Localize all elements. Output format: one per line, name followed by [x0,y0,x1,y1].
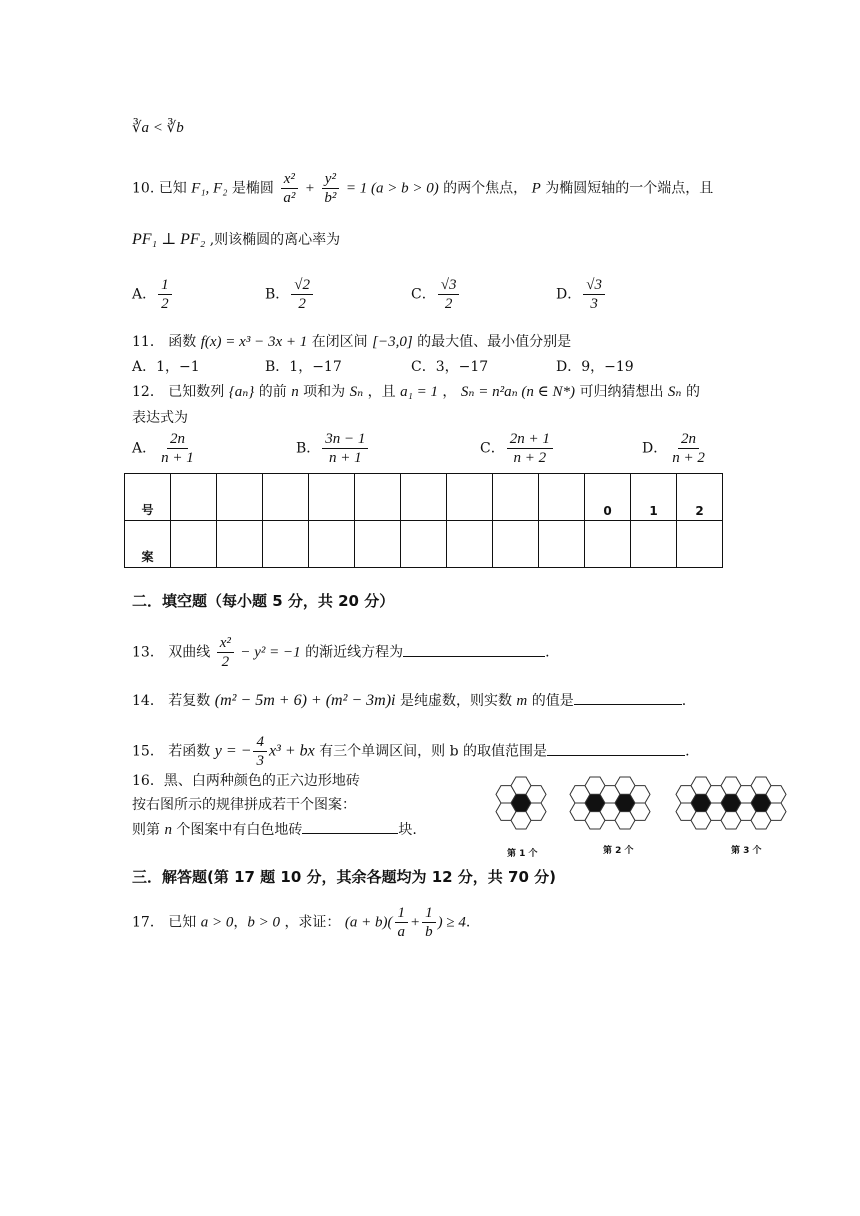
q12-text: 的前 [258,384,287,400]
white-hexagon-tile [630,803,650,820]
q17-condition: b > 0 [247,914,280,931]
q13-equation: − y² = −1 [240,644,301,661]
question-10-line2 [132,230,340,250]
q16-answer-blank[interactable] [302,819,398,834]
q14-m: m [516,693,528,709]
question-11 [132,332,571,352]
q11-function: f(x) = x³ − 3x + 1 [200,334,308,350]
table-cell [217,474,263,521]
q12-text: 可归纳猜想出 [579,384,664,400]
q12-option-b [296,430,370,467]
q14-text: 是纯虚数，则实数 [399,693,512,709]
fraction-numerator: 2n [167,430,188,449]
fraction [395,904,409,941]
q17-plus: + [410,914,421,931]
q16-n: n [164,822,172,838]
question-17 [132,904,470,941]
answer-cell[interactable] [631,521,677,568]
question-16-line3 [132,819,417,840]
answer-table-row-number [125,474,723,521]
q10-foci: F₁, F₂ [191,180,228,197]
q17-expression: (a + b)( [344,914,393,931]
fraction-denominator: n + 2 [672,450,705,466]
q15-number: 15． [132,743,164,760]
fraction-numerator: y² [322,170,339,189]
q10-number: 10. [132,180,155,197]
q10-option-d [556,276,607,313]
q12-text: 项和为 [303,384,346,400]
q10-option-c [411,276,461,313]
fraction-numerator: 1 [158,276,172,295]
q12-a1: a₁ = 1 [400,384,438,400]
q14-text: 的值是 [531,693,574,709]
fraction-denominator: n + 2 [513,450,547,466]
q12-option-c [480,430,555,467]
fraction-numerator: 2n + 1 [507,430,553,449]
answer-cell[interactable] [401,521,447,568]
q11-option-b: B．1，−17 [265,359,342,375]
q11-text: 在闭区间 [311,334,368,350]
q16-text: 则第 [132,822,160,838]
white-hexagon-tile [766,786,786,803]
answer-table-row-answer [125,521,723,568]
fraction-numerator: x² [281,170,298,189]
q12-number: 12． [132,384,164,400]
fraction [158,276,172,313]
fraction [507,430,553,467]
fraction-denominator: b [425,924,433,940]
q15-expression: x³ + bx [268,742,315,760]
q12-relation: Sₙ = n²aₙ (n ∈ N*) [460,384,576,400]
q10-perpendicular: PF₁ ⊥ PF₂ [132,231,206,248]
fraction-denominator: a [397,924,405,940]
option-label: A． [132,440,157,457]
white-hexagon-tile [766,803,786,820]
figure-caption-3: 第 3 个 [731,846,762,856]
question-13 [132,634,550,671]
fraction-numerator: 2n [678,430,699,449]
q12-text: ，且 [367,384,396,400]
q10-text: 为椭圆短轴的一个端点，且 [545,180,714,197]
option-label: D． [556,286,582,303]
table-cell: 1 [631,474,677,521]
q12-option-a [132,430,199,467]
table-cell [263,474,309,521]
q15-text: 有三个单调区间，则 b 的取值范围是 [319,743,548,760]
q15-expression: y = − [214,742,252,760]
q10-option-b [265,276,315,313]
q10-option-a [132,276,174,313]
cube-root-inequality: ∛a < ∛b [132,120,184,136]
fraction-numerator: √2 [291,276,313,295]
table-cell: 2 [677,474,723,521]
fraction [583,276,605,313]
q10-text: ,则该椭圆的离心率为 [209,232,341,248]
question-14 [132,690,686,711]
figure-caption-1: 第 1 个 [507,849,538,859]
option-label: C． [480,440,505,457]
q11-text: 的最大值、最小值分别是 [417,334,572,350]
q17-number: 17． [132,914,164,931]
fraction [669,430,708,467]
table-cell [447,474,493,521]
fraction-numerator: 1 [395,904,409,923]
question-16-line1: 16．黑、白两种颜色的正六边形地砖 [132,773,360,789]
q17-end: . [465,914,471,931]
fraction-denominator: 3 [590,296,598,312]
question-10-line1: 10. 已知 F₁, F₂ 是椭圆 $\frac{\text{x²}}{\text{a²}}$ + $\frac{\text{y²}}{\text{b²}}$ = 1 (a > b > 0) 的两个焦点， P 为椭圆短轴的一个端点，且 [132,171,714,206]
fraction-numerator: √3 [583,276,605,295]
fraction [291,276,313,313]
question-16-line2: 按右图所示的规律拼成若干个图案： [132,797,356,813]
q12-text: ， [442,384,457,400]
table-cell [401,474,447,521]
fraction-numerator: 4 [253,733,267,752]
fraction-denominator: 2 [298,296,306,312]
fraction [280,170,298,207]
table-cell [493,474,539,521]
answer-cell[interactable] [309,521,355,568]
q11-text: 函数 [168,334,197,350]
q10-equation: = 1 (a > b > 0) [345,180,439,197]
fraction [422,904,436,941]
option-label: B． [296,440,321,457]
table-cell [171,474,217,521]
q17-text: ， [233,914,248,931]
q13-answer-blank[interactable] [403,642,545,657]
q12-text: 的 [685,384,700,400]
q11-option-a: A．1，−1 [132,359,200,375]
fraction-denominator: b² [324,190,337,206]
fraction-numerator: 3n − 1 [322,430,368,449]
q13-end: . [545,644,550,661]
answer-cell[interactable] [171,521,217,568]
q14-expression: (m² − 5m + 6) + (m² − 3m)i [214,692,396,709]
q16-text: 个图案中有白色地砖 [176,822,303,838]
section-2-heading: 二．填空题（每小题 5 分，共 20 分） [132,592,395,610]
answer-cell[interactable] [355,521,401,568]
answer-cell[interactable] [493,521,539,568]
question-12-line2: 表达式为 [132,410,188,426]
white-hexagon-tile [526,803,546,820]
answer-cell[interactable] [263,521,309,568]
fraction-denominator: 2 [161,296,169,312]
white-hexagon-tile [630,786,650,803]
q12-sn: Sₙ [667,384,682,400]
question-12-line1 [132,382,700,402]
fraction [253,733,267,770]
fraction-numerator: x² [217,634,234,653]
q17-expression: ) ≥ 4 [437,914,466,931]
table-cell: 案 [125,521,171,568]
white-hexagon-tile [526,786,546,803]
table-cell [355,474,401,521]
fraction [438,276,460,313]
fraction [321,170,339,207]
q10-text: 已知 [158,180,187,197]
q17-text: 已知 [168,914,197,931]
table-cell: 0 [585,474,631,521]
q12-n: n [291,384,299,400]
option-label: D． [642,440,668,457]
fraction-denominator: 2 [221,654,230,670]
q12-text: 已知数列 [168,384,225,400]
fraction-denominator: a² [283,190,296,206]
q17-text: ，求证： [284,914,341,931]
q10-text: 是椭圆 [231,180,274,197]
answer-cell[interactable] [217,521,263,568]
option-label: B． [265,286,290,303]
q15-answer-blank[interactable] [547,741,685,756]
fraction-denominator: 2 [444,296,453,312]
table-cell [539,474,585,521]
fraction-denominator: n + 1 [161,450,194,466]
fraction [217,634,234,671]
table-cell: 号 [125,474,171,521]
q11-number: 11． [132,334,164,350]
question-15 [132,733,690,770]
q14-number: 14． [132,693,164,709]
q16-text: 块. [398,822,417,838]
q15-end: . [685,743,690,760]
q13-text: 双曲线 [168,644,211,661]
q17-condition: a > 0 [200,914,234,931]
q15-text: 若函数 [168,743,211,760]
fraction [158,430,197,467]
answer-cell[interactable] [585,521,631,568]
q14-answer-blank[interactable] [574,690,682,705]
section-3-heading: 三．解答题(第 17 题 10 分，其余各题均为 12 分，共 70 分) [132,868,556,886]
option-label: C． [411,286,436,303]
fraction-numerator: √3 [438,276,460,295]
answer-table [124,473,723,568]
q14-end: . [681,693,687,709]
fraction-numerator: 1 [422,904,436,923]
q10-point: P [531,180,541,197]
q12-sn: Sₙ [349,384,364,400]
q11-interval: [−3,0] [372,334,413,350]
q11-option-c: C．3，−17 [411,359,489,375]
answer-cell[interactable] [677,521,723,568]
q12-sequence: {aₙ} [228,384,255,400]
hexagon-tile-figure [490,768,800,838]
table-cell [309,474,355,521]
q11-option-d: D．9，−19 [556,359,634,375]
answer-cell[interactable] [447,521,493,568]
q13-number: 13． [132,644,164,661]
fraction [322,430,368,467]
q10-text: 的两个焦点， [443,180,528,197]
option-label: A． [132,286,157,303]
figure-caption-2: 第 2 个 [603,846,634,856]
fraction-denominator: 3 [256,753,264,769]
q12-option-d [642,430,710,467]
fraction-denominator: n + 1 [329,450,362,466]
answer-cell[interactable] [539,521,585,568]
q14-text: 若复数 [168,693,211,709]
q13-text: 的渐近线方程为 [305,644,404,661]
